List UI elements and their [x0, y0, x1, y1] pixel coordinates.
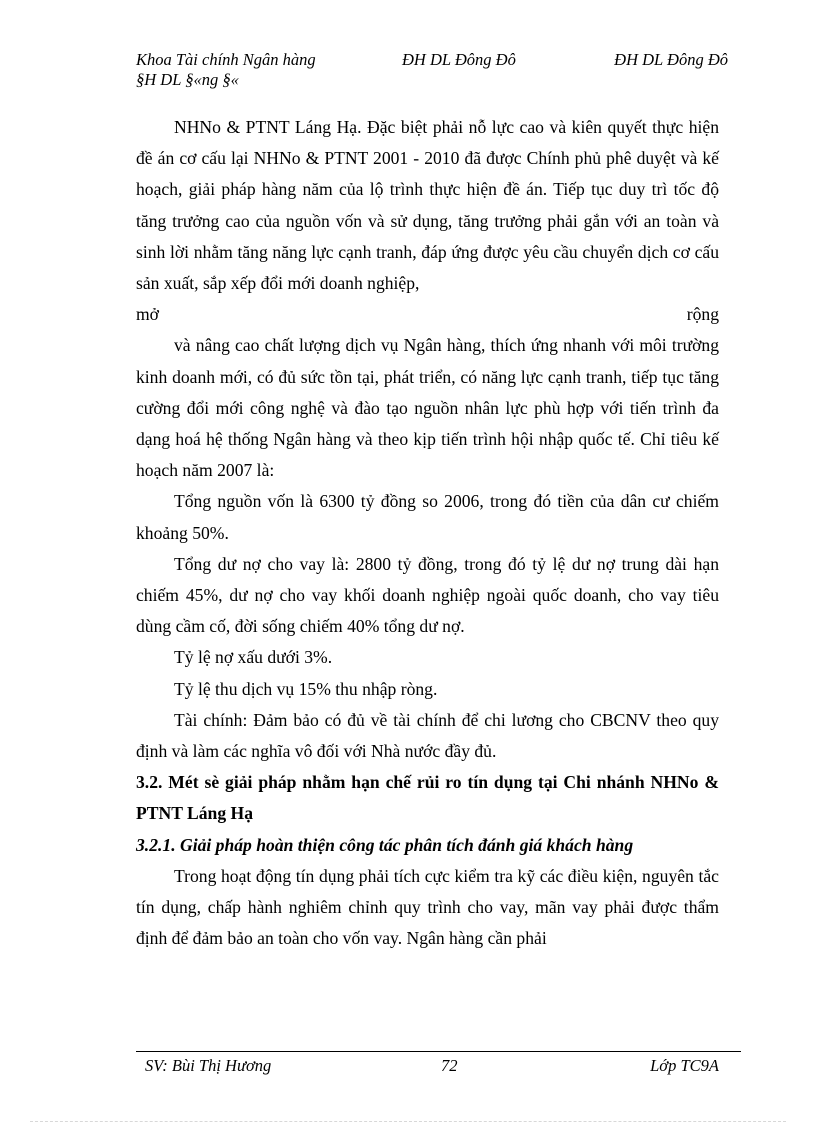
paragraph-1: NHNo & PTNT Láng Hạ. Đặc biệt phải nỗ lực cao và kiên quyết thực hiện đề án cơ cấu lại NHNo & PTNT 2001 - 2010 đã được Chính phủ phê duyệt và kế hoạch, giải pháp hàng năm của lộ trình thực hiện đề án. Tiếp tục duy trì tốc độ tăng trưởng cao của nguồn vốn và sử dụng, tăng trưởng phải gắn với an toàn và sinh lời nhằm tăng năng lực cạnh tranh, đáp ứng được yêu cầu chuyển dịch cơ cấu sản xuất, sắp xếp đổi mới doanh nghiệp,	[136, 117, 719, 294]
page-header	[136, 50, 728, 90]
page-edge	[30, 1121, 786, 1122]
header-garbled-text: §H DL §«ng §«	[136, 70, 239, 89]
footer-student: SV: Bùi Thị Hương	[145, 1056, 272, 1075]
word-rong: rộng	[686, 304, 719, 325]
paragraph-8: Trong hoạt động tín dụng phải tích cực kiểm tra kỹ các điều kiện, nguyên tắc tín dụng, chấp hành nghiêm chỉnh quy trình cho vay, mãn vay phải được thẩm định để đảm bảo an toàn cho vốn vay. Ngân hàng cần phải	[136, 865, 719, 949]
page-footer	[145, 1056, 719, 1076]
document-body	[136, 112, 719, 954]
paragraph-4: Tổng dư nợ cho vay là: 2800 tỷ đồng, trong đó tỷ lệ dư nợ trung dài hạn chiếm 45%, dư nợ cho vay khối doanh nghiệp ngoài quốc doanh, cho vay tiêu dùng cầm cố, đời sống chiếm 40% tổng dư nợ.	[136, 553, 719, 637]
paragraph-5: Tỷ lệ nợ xấu dưới 3%.	[174, 647, 333, 668]
header-university-1: ĐH DL Đông Đô	[402, 50, 516, 69]
section-heading: 3.2. Mét sè giải pháp nhằm hạn chế rủi ro tín dụng tại Chi nhánh NHNo & PTNT Láng Hạ	[136, 772, 719, 824]
subsection-heading: 3.2.1. Giải pháp hoàn thiện công tác phân tích đánh giá khách hàng	[136, 834, 634, 855]
word-mo: mở	[136, 304, 159, 325]
paragraph-7: Tài chính: Đảm bảo có đủ về tài chính để chi lương cho CBCNV theo quy định và làm các nghĩa vô đối với Nhà nước đầy đủ.	[136, 709, 719, 762]
paragraph-1-last-line	[136, 299, 719, 330]
paragraph-2: và nâng cao chất lượng dịch vụ Ngân hàng, thích ứng nhanh với môi trường kinh doanh mới, có đủ sức tồn tại, phát triển, có năng lực cạnh tranh, tiếp tục tăng cường đổi mới công nghệ và đào tạo nguồn nhân lực phù hợp với tiến trình đa dạng hoá hệ thống Ngân hàng và theo kịp tiến trình hội nhập quốc tế. Chỉ tiêu kế hoạch năm 2007 là:	[136, 335, 719, 481]
header-row	[136, 50, 728, 70]
footer-class: Lớp TC9A	[650, 1056, 719, 1075]
header-university-2: ĐH DL Đông Đô	[614, 50, 728, 69]
footer-page-number: 72	[441, 1056, 458, 1075]
header-faculty: Khoa Tài chính Ngân hàng	[136, 50, 316, 69]
paragraph-6: Tỷ lệ thu dịch vụ 15% thu nhập ròng.	[174, 678, 438, 699]
paragraph-3: Tổng nguồn vốn là 6300 tỷ đồng so 2006, trong đó tiền của dân cư chiếm khoảng 50%.	[136, 491, 719, 543]
footer-divider	[136, 1051, 741, 1052]
